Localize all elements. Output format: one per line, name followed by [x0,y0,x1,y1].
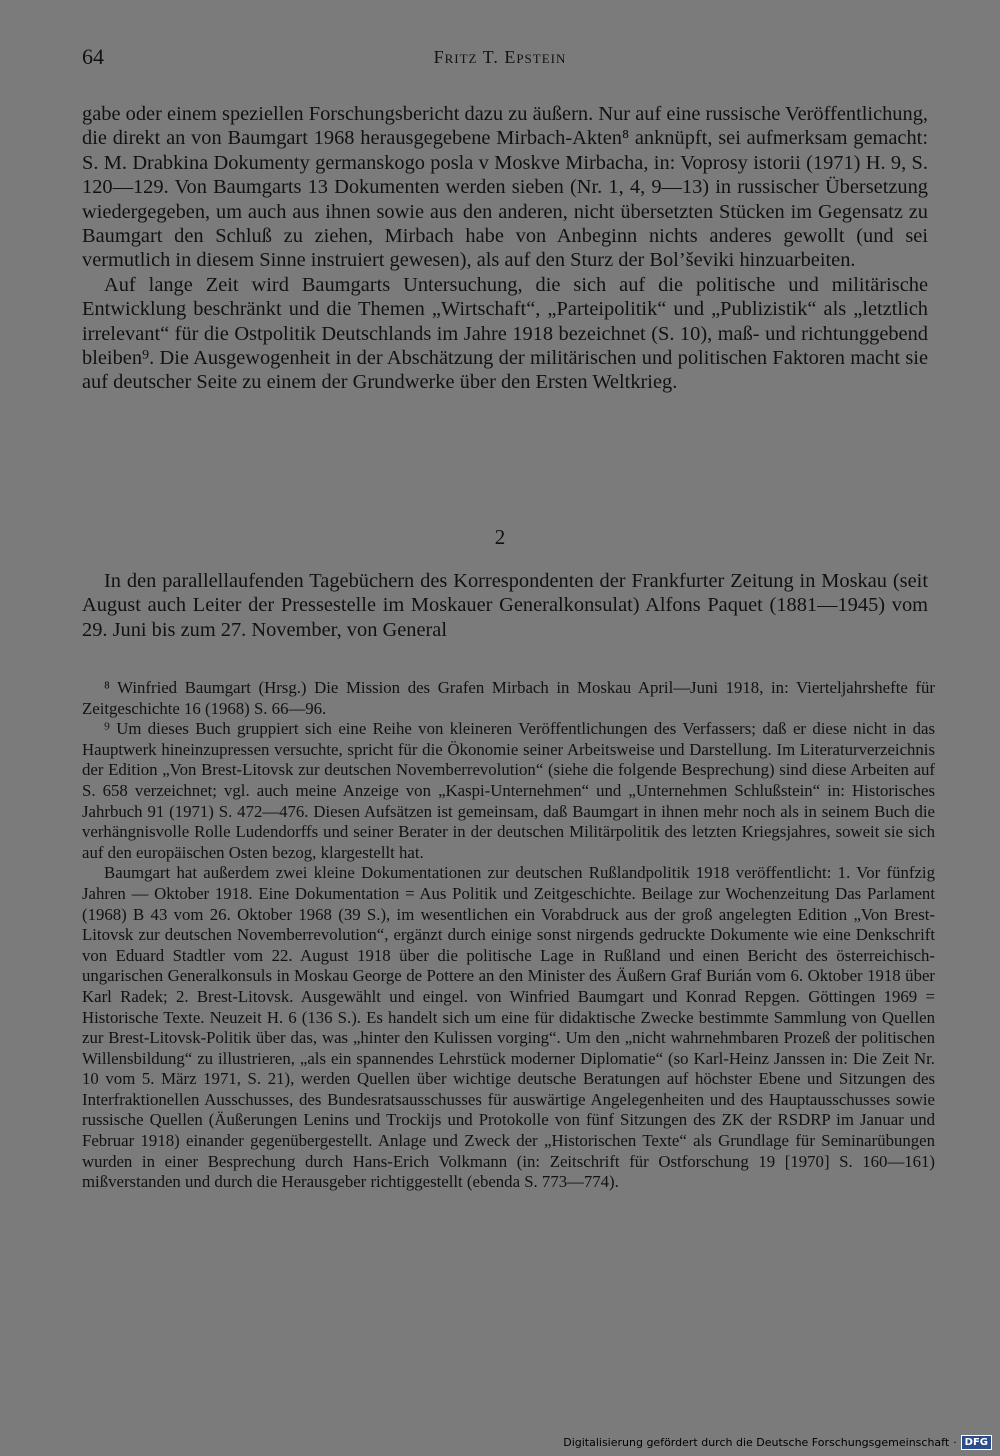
footer-text: Digitalisierung gefördert durch die Deutsche Forschungsgemeinschaft [563,1436,950,1449]
section-1-body [82,102,928,395]
paragraph: Auf lange Zeit wird Baumgarts Untersuchung, die sich auf die politische und militärische Entwicklung beschränkt und die Themen „Wirtschaft“, „Parteipolitik“ und „Publizistik“ als „letztlich irrelevant“ für die Ostpolitik Deutschlands im Jahre 1918 bezeichnet (S. 10), maß- und richtunggebend bleiben⁹. Die Ausgewogenheit in der Abschätzung der militärischen und politischen Faktoren macht sie auf deutscher Seite zu einem der Grundwerke über den Ersten Weltkrieg. [82,273,928,394]
page-number: 64 [82,44,104,69]
footnote-9-continuation: Baumgart hat außerdem zwei kleine Dokumentationen zur deutschen Rußlandpolitik 1918 veröffentlicht: 1. Vor fünfzig Jahren — Oktober 1918. Eine Dokumentation = Aus Politik und Zeitgeschichte. Beilage zur Wochenzeitung Das Parlament (1968) B 43 vom 26. Oktober 1968 (39 S.), im wesentlichen ein Vorabdruck aus der groß angelegten Edition „Von Brest-Litovsk zur deutschen Novemberrevolution“, ergänzt durch einige sonst nirgends gedruckte Dokumente wie eine Denkschrift von Eduard Stadtler vom 22. August 1918 über die politische Lage in Rußland und einen Bericht des österreichisch-ungarischen Generalkonsuls in Moskau George de Pottere an den Minister des Äußern Graf Burián vom 6. Oktober 1918 über Karl Radek; 2. Brest-Litovsk. Ausgewählt und eingel. von Winfried Baumgart und Konrad Repgen. Göttingen 1969 = Historische Texte. Neuzeit H. 6 (136 S.). Es handelt sich um eine für didaktische Zwecke bestimmte Sammlung von Quellen zur Brest-Litovsk-Politik über das, was „hinter den Kulissen vorging“. Um den „nicht wahrnehmbaren Prozeß der politischen Willensbildung“ zu illustrieren, „als ein spannendes Lehrstück moderner Diplomatie“ (so Karl-Heinz Janssen in: Die Zeit Nr. 10 vom 5. März 1971, S. 21), werden Quellen über wichtige deutsche Beratungen auf höchster Ebene und Sitzungen des Interfraktionellen Ausschusses, des Bundesratsausschusses für auswärtige Angelegenheiten und des Hauptausschusses sowie russische Quellen (Äußerungen Lenins und Trockijs und Protokolle von fünf Sitzungen des ZK der RSDRP im Januar und Februar 1918) einander gegenübergestellt. Anlage und Zweck der „Historischen Texte“ als Grundlage für Seminarübungen wurden in einer Besprechung durch Hans-Erich Volkmann (in: Zeitschrift für Ostforschung 19 [1970] S. 160—161) mißverstanden und durch die Herausgeber richtiggestellt (ebenda S. 773—774). [82,863,935,1192]
footnote-8: ⁸ Winfried Baumgart (Hrsg.) Die Mission des Grafen Mirbach in Moskau April—Juni 1918, in: Vierteljahrshefte für Zeitgeschichte 16 (1968) S. 66—96. [82,678,935,718]
dash: · [953,1436,957,1449]
footnote-9: ⁹ Um dieses Buch gruppiert sich eine Reihe von kleineren Veröffentlichungen des Verfassers; daß er diese nicht in das Hauptwerk hineinzupressen versuchte, spricht für die Ökonomie seiner Arbeitsweise und Darstellung. Im Literaturverzeichnis der Edition „Von Brest-Litovsk zur deutschen Novemberrevolution“ (siehe die folgende Besprechung) sind diese Arbeiten auf S. 658 verzeichnet; vgl. auch meine Anzeige von „Kaspi-Unternehmen“ und „Unternehmen Schlußstein“ in: Historisches Jahrbuch 91 (1971) S. 472—476. Diesen Aufsätzen ist gemeinsam, daß Baumgart in ihnen mehr noch als in seinem Buch die verhängnisvolle Rolle Ludendorffs und seiner Berater in der deutschen Militärpolitik des letzten Kriegsjahres, soweit sie sich auf den europäischen Osten bezog, klargestellt hat. [82,719,935,862]
section-2-body [82,569,928,642]
section-number: 2 [494,525,506,549]
dfg-logo-icon: DFG [961,1435,992,1450]
digitization-footer [563,1435,992,1450]
paragraph: gabe oder einem speziellen Forschungsbericht dazu zu äußern. Nur auf eine russische Veröffentlichung, die direkt an von Baumgart 1968 herausgegebene Mirbach-Akten⁸ anknüpft, sei aufmerksam gemacht: S. M. Drabkina Dokumenty germanskogo posla v Moskve Mirbacha, in: Voprosy istorii (1971) H. 9, S. 120—129. Von Baumgarts 13 Dokumenten werden sieben (Nr. 1, 4, 9—13) in russischer Übersetzung wiedergegeben, um auch aus ihnen sowie aus den anderen, nicht übersetzten Stücken im Gegensatz zu Baumgart den Schluß zu ziehen, Mirbach habe von Anbeginn nichts anderes gewollt (und sei vermutlich in diesem Sinne instruiert gewesen), als auf den Sturz der Bol’ševiki hinzuarbeiten. [82,103,928,272]
paragraph: In den parallellaufenden Tagebüchern des Korrespondenten der Frankfurter Zeitung in Moskau (seit August auch Leiter der Pressestelle im Moskauer Generalkonsulat) Alfons Paquet (1881—1945) vom 29. Juni bis zum 27. November, von General [82,570,928,641]
footnotes [82,678,935,1193]
running-head: Fritz T. Epstein [433,47,567,67]
